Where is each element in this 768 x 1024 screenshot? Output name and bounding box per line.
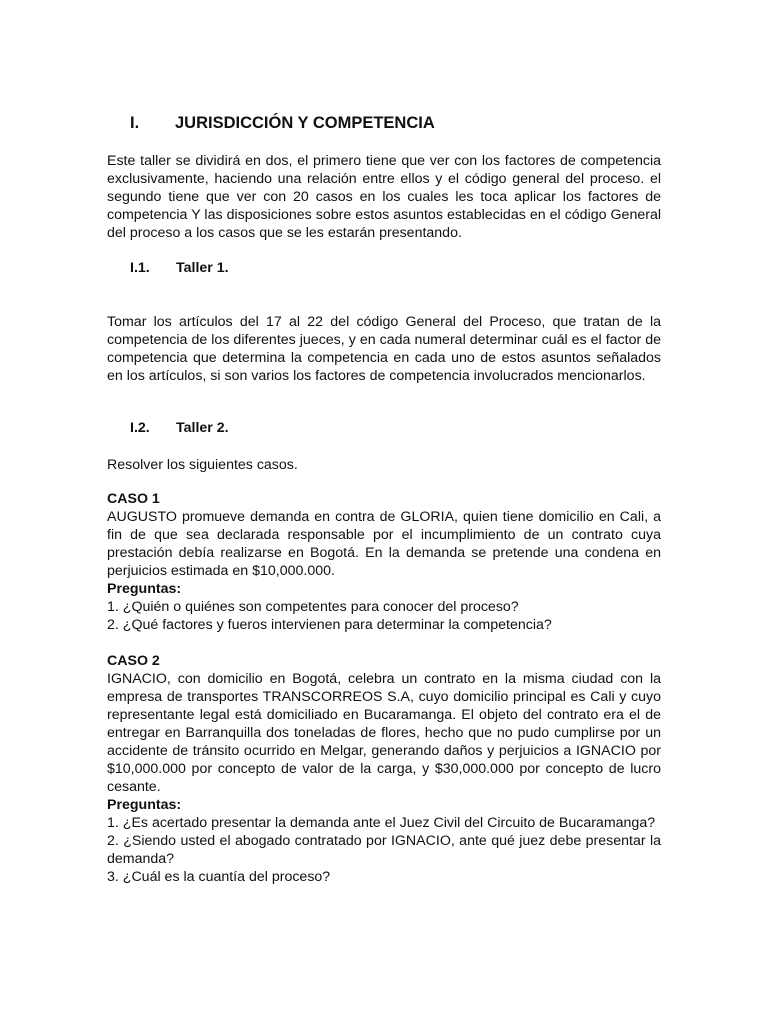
caso2-pregunta-3: 3. ¿Cuál es la cuantía del proceso?: [107, 869, 331, 885]
caso2-title: CASO 2: [107, 653, 160, 669]
caso2-block: [107, 652, 661, 886]
taller2-number: I.2.: [130, 420, 150, 436]
taller1-paragraph: Tomar los artículos del 17 al 22 del código General del Proceso, que tratan de la competencia de los diferentes jueces, y en cada numeral determinar cuál es el factor de competencia que determina la competencia en cada uno de estos asuntos señalados en los artículos, si son varios los factores de competencia involucrados mencionarlos.: [107, 314, 661, 384]
taller1-number: I.1.: [130, 260, 150, 276]
caso2-text: IGNACIO, con domicilio en Bogotá, celebra un contrato en la misma ciudad con la empresa de transportes TRANSCORREOS S.A, cuyo domicilio principal es Cali y cuyo representante legal está domiciliado en Bucaramanga. El objeto del contrato era el de entregar en Barranquilla dos toneladas de flores, hecho que no pudo cumplirse por un accidente de tránsito ocurrido en Melgar, generando daños y perjuicios a IGNACIO por $10,000.000 por concepto de valor de la carga, y $30,000.000 por concepto de lucro cesante.: [107, 671, 661, 795]
taller2-paragraph: Resolver los siguientes casos.: [107, 457, 298, 473]
section-number: I.: [130, 114, 140, 132]
taller2-heading: [130, 419, 229, 437]
caso1-title: CASO 1: [107, 491, 160, 507]
caso1-preguntas-label: Preguntas:: [107, 581, 182, 597]
section-heading: [130, 113, 435, 133]
caso1-text: AUGUSTO promueve demanda en contra de GLORIA, quien tiene domicilio en Cali, a fin de que sea declarada responsable por el incumplimiento de un contrato cuya prestación debía realizarse en Bogotá. En la demanda se pretende una condena en perjuicios estimada en $10,000.000.: [107, 509, 661, 579]
taller1-title: Taller 1.: [176, 260, 229, 276]
caso1-pregunta-2: 2. ¿Qué factores y fueros intervienen para determinar la competencia?: [107, 617, 552, 633]
caso2-pregunta-1: 1. ¿Es acertado presentar la demanda ante el Juez Civil del Circuito de Bucaramanga?: [107, 815, 656, 831]
section-title: JURISDICCIÓN Y COMPETENCIA: [175, 114, 435, 132]
taller1-heading: [130, 259, 229, 277]
caso2-pregunta-2: 2. ¿Siendo usted el abogado contratado por IGNACIO, ante qué juez debe presentar la demanda?: [107, 833, 661, 867]
intro-paragraph: Este taller se dividirá en dos, el primero tiene que ver con los factores de competencia exclusivamente, haciendo una relación entre ellos y el código general del proceso. el segundo tiene que ver con 20 casos en los cuales les toca aplicar los factores de competencia Y las disposiciones sobre estos asuntos establecidas en el código General del proceso a los casos que se les estarán presentando.: [107, 153, 661, 241]
caso2-preguntas-label: Preguntas:: [107, 797, 182, 813]
caso1-block: [107, 490, 661, 634]
taller2-title: Taller 2.: [176, 420, 229, 436]
caso1-pregunta-1: 1. ¿Quién o quiénes son competentes para conocer del proceso?: [107, 599, 519, 615]
